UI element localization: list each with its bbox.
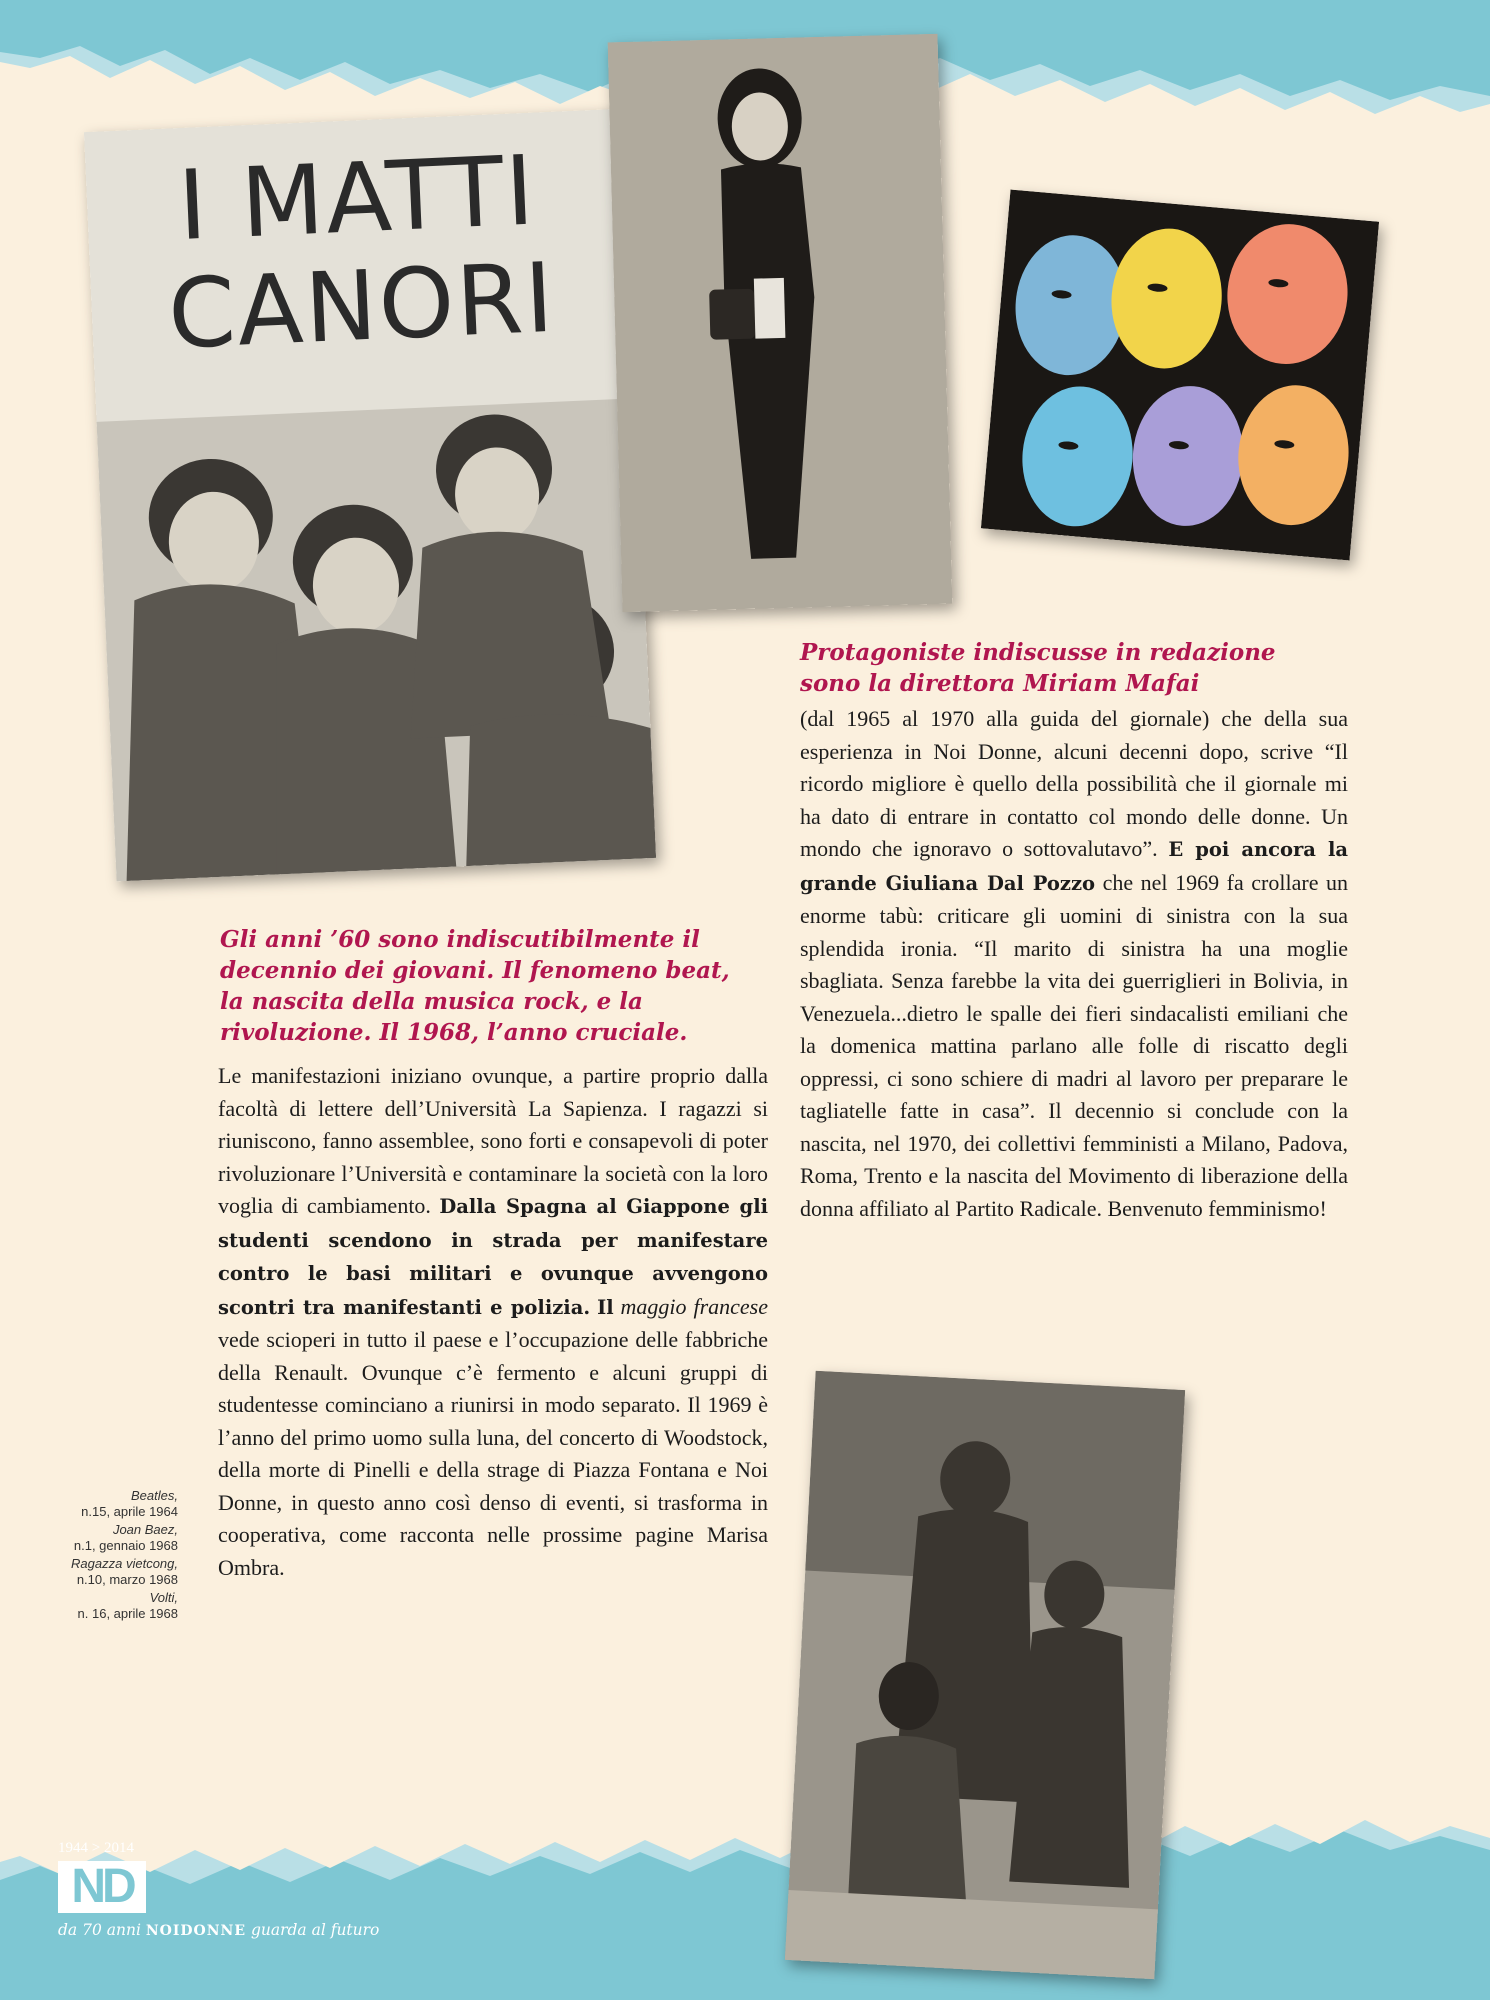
footer	[58, 1840, 508, 1939]
volti-illustration	[981, 190, 1379, 561]
left-heading: Gli anni ’60 sono indiscutibilmente il decennio dei giovani. Il fenomeno beat, la nascita della musica rock, e la rivoluzione. Il 1968, l’anno cruciale.	[220, 926, 730, 1046]
joan-baez-illustration	[608, 34, 953, 612]
right-paragraph-1: (dal 1965 al 1970 alla guida del giornale) che della sua esperienza in Noi Donne, alcuni decenni dopo, scrive “Il ricordo migliore è quello della possibilità che il giornale mi ha dato di entrare in contatto col mondo delle donne. Un mondo che ignoravo o sottovalutavo”.	[800, 706, 1348, 861]
right-body-text	[800, 703, 1348, 1225]
joan-baez-photo	[608, 34, 953, 612]
caption-title: Volti,	[149, 1590, 178, 1605]
right-bold-sentence: E poi ancora la grande Giuliana Dal Pozzo	[800, 838, 1349, 895]
maggio-francese: maggio francese	[620, 1293, 769, 1319]
caption-issue: n. 16, aprile 1968	[77, 1606, 178, 1621]
right-heading: Protagoniste indiscusse in redazione sono la direttora Miriam Mafai	[800, 639, 1276, 697]
caption-title: Ragazza vietcong,	[71, 1556, 178, 1571]
ragazza-vietcong-photo	[785, 1371, 1185, 1980]
caption-issue: n.15, aprile 1964	[81, 1504, 178, 1519]
volti-faces-artwork	[981, 190, 1379, 561]
brand-name: NOIDONNE	[145, 1923, 246, 1939]
left-paragraph-2: vede scioperi in tutto il paese e l’occupazione delle fabbriche della Renault. Ovunque c’è fermento e alcuni gruppi di studentesse cominciano a riunirsi in modo separato. Il 1969 è l’anno del primo uomo sulla luna, del concerto di Woodstock, della morte di Pinelli e della strage di Piazza Fontana e Noi Donne, in questo anno così denso di eventi, si trasforma in cooperativa, come racconta nelle prossime pagine Marisa Ombra.	[218, 1327, 768, 1580]
tagline-suffix: guarda al futuro	[250, 1921, 380, 1939]
caption-issue: n.10, marzo 1968	[76, 1572, 178, 1587]
left-paragraph-1: Le manifestazioni iniziano ovunque, a partire proprio dalla facoltà di lettere dell’Università La Sapienza. I ragazzi si riuniscono, fanno assemblee, sono forti e consapevoli di poter rivoluzionare l’Università e contaminare la società con la loro voglia di cambiamento.	[218, 1063, 768, 1218]
ragazza-vietcong-illustration	[785, 1371, 1185, 1980]
caption-title: Beatles,	[131, 1488, 178, 1503]
nd-logo: ND	[58, 1861, 146, 1913]
footer-tagline	[58, 1921, 508, 1939]
left-bold-il: Il	[597, 1295, 614, 1319]
left-body-text	[218, 1060, 768, 1584]
right-paragraph-2: che nel 1969 fa crollare un enorme tabù: criticare gli uomini di sinistra con la sua splendida ironia. “Il marito di sinistra ha una moglie sbagliata. Senza farebbe la vita dei guerriglieri in Bolivia, in Venezuela...dietro le spalle dei fieri sindacalisti emiliani che la domenica mattina parlano alle folle di riscatto degli oppressi, ci sono schiere di madri al lavoro per preparare le tagliatelle fatte in casa”. Il decennio si conclude con la nascita, nel 1970, dei collettivi femministi a Milano, Padova, Roma, Trento e la nascita del Movimento di liberazione della donna affiliato al Partito Radicale. Benvenuto femminismo!	[800, 869, 1349, 1221]
tagline-prefix: da 70 anni	[58, 1921, 141, 1939]
beatles-headline	[85, 133, 634, 372]
caption-title: Joan Baez,	[112, 1522, 178, 1537]
caption-issue: n.1, gennaio 1968	[73, 1538, 178, 1553]
photo-captions	[8, 1488, 178, 1624]
footer-years: 1944 > 2014	[58, 1840, 134, 1856]
beatles-photo	[84, 109, 656, 882]
left-bold-sentence: Dalla Spagna al Giappone gli studenti scendono in strada per manifestare contro le basi militari e ovunque avvengono scontri tra manifestanti e polizia.	[218, 1195, 769, 1319]
beatles-headline-line-1: I MATTI	[175, 134, 539, 263]
beatles-headline-line-2: CANORI	[165, 241, 558, 371]
